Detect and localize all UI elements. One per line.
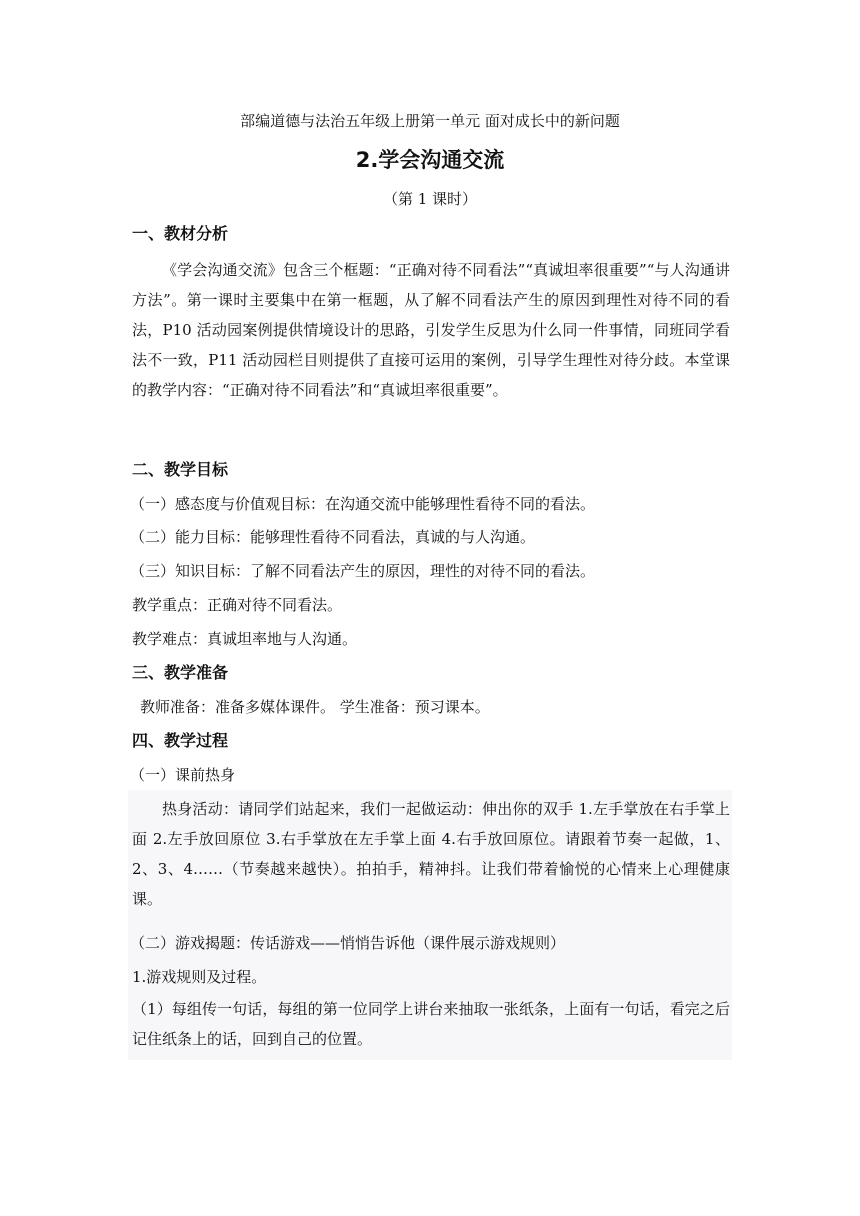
goal-item-1: （一）感态度与价值观目标：在沟通交流中能够理性看待不同的看法。 [130,495,596,513]
rule-1-paragraph: （1）每组传一句话，每组的第一位同学上讲台来抽取一张纸条，上面有一句话，看完之后记住纸条上的话，回到自己的位置。 [132,1000,730,1048]
goal-item-2: （二）能力目标：能够理性看待不同看法，真诚的与人沟通。 [130,528,536,546]
process-sub-1: （一）课前热身 [130,766,236,784]
difficulty-point: 教学难点：真诚坦率地与人沟通。 [132,630,358,648]
section-heading-1: 一、教材分析 [132,224,229,243]
rules-title: 1.游戏规则及过程。 [132,968,267,986]
lesson-label: （第 1 课时） [382,190,478,208]
section-heading-2: 二、教学目标 [132,460,229,479]
analysis-paragraph: 《学会沟通交流》包含三个框题：“正确对待不同看法”“真诚坦率很重要”“与人沟通讲方法”。第一课时主要集中在第一框题，从了解不同看法产生的原因到理性对待不同的看法，P10 活动园案例提供情境设计的思路，引发学生反思为什么同一件事情，同班同学看法不一致，P11 活动园栏目则提供了直接可运用的案例，引导学生理性对待分歧。本堂课的教学内容：“正确对待不同看法”和“真诚坦率很重要”。 [132,261,730,399]
unit-header: 部编道德与法治五年级上册第一单元 面对成长中的新问题 [240,112,620,130]
page-title: 2.学会沟通交流 [355,148,505,172]
process-sub-2: （二）游戏揭题：传话游戏——悄悄告诉他（课件展示游戏规则） [130,934,566,952]
section-heading-4: 四、教学过程 [132,731,229,750]
key-point: 教学重点：正确对待不同看法。 [132,596,343,614]
goal-item-3: （三）知识目标：了解不同看法产生的原因，理性的对待不同的看法。 [130,562,596,580]
section-heading-3: 三、教学准备 [132,663,229,682]
warmup-paragraph: 热身活动：请同学们站起来，我们一起做运动：伸出你的双手 1.左手掌放在右手掌上面 2.左手放回原位 3.右手掌放在左手掌上面 4.右手放回原位。请跟着节奏一起做，1、2、3、4……（节奏越来越快）。拍拍手，精神抖。让我们带着愉悦的心情来上心理健康课。 [132,800,730,908]
preparation-text: 教师准备：准备多媒体课件。 学生准备：预习课本。 [140,698,490,716]
